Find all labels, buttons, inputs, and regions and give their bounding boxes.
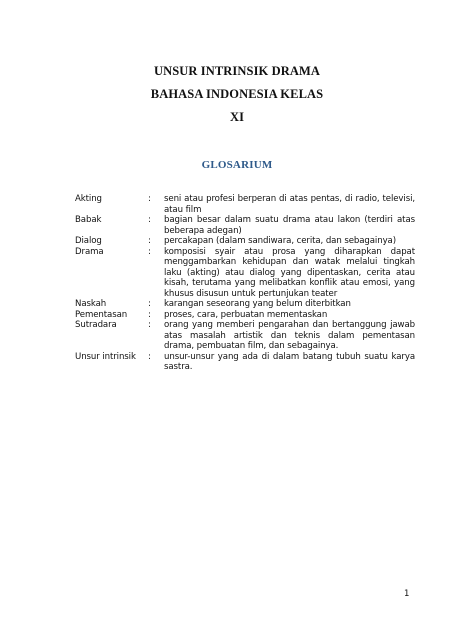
glossary-entry — [75, 194, 415, 215]
glossary-term: Naskah — [75, 299, 107, 309]
title-line-3: XI — [229, 110, 245, 124]
glossary-term: Drama — [75, 246, 104, 257]
glossary-heading: GLOSARIUM — [201, 159, 273, 171]
glossary-term: Pementasan — [75, 309, 128, 320]
glossary-entry — [75, 236, 415, 247]
glossary-definition: percakapan (dalam sandiwara, cerita, dan sebagainya) — [164, 236, 396, 246]
glossary-definition: bagian besar dalam suatu drama atau lakon (terdiri atas beberapa adegan) — [164, 215, 415, 236]
glossary-entry — [75, 215, 415, 236]
glossary-entry — [75, 320, 415, 352]
glossary-entry — [75, 310, 415, 321]
glossary-separator: : — [148, 236, 151, 246]
glossary-definition: komposisi syair atau prosa yang diharapkan dapat menggambarkan kehidupan dan watak melalui tingkah laku (akting) atau dialog yang dipentaskan, cerita atau kisah, terutama yang melibatkan konflik atau emosi, yang khusus disusun untuk pertunjukan teater — [164, 246, 415, 299]
glossary-term: Unsur intrinsik — [75, 351, 136, 362]
glossary-entry — [75, 352, 415, 373]
glossary-separator: : — [148, 246, 151, 257]
glossary-separator: : — [148, 299, 151, 309]
glossary-term: Dialog — [75, 236, 102, 246]
page-number: 1 — [404, 589, 410, 599]
glossary-definition: orang yang memberi pengarahan dan bertanggung jawab atas masalah artistik dan teknis dalam pementasan drama, pembuatan film, dan sebagainya. — [164, 320, 415, 351]
glossary-definition: karangan seseorang yang belum diterbitkan — [164, 299, 351, 309]
glossary-entry — [75, 299, 415, 310]
glossary-definition: proses, cara, perbuatan mementaskan — [164, 309, 328, 320]
title-line-1: UNSUR INTRINSIK DRAMA — [153, 64, 320, 78]
glossary-separator: : — [148, 194, 151, 204]
title-line-2: BAHASA INDONESIA KELAS — [150, 87, 324, 101]
glossary-separator: : — [148, 309, 151, 320]
glossary-definition: seni atau profesi berperan di atas pentas, di radio, televisi, atau film — [164, 194, 415, 215]
glossary-entry — [75, 247, 415, 300]
glossary-term: Akting — [75, 194, 102, 204]
glossary-separator: : — [148, 320, 151, 330]
glossary-term: Sutradara — [75, 320, 117, 330]
glossary-separator: : — [148, 351, 151, 362]
glossary-list — [75, 194, 415, 373]
glossary-definition: unsur-unsur yang ada di dalam batang tubuh suatu karya sastra. — [164, 351, 415, 372]
glossary-term: Babak — [75, 215, 102, 225]
glossary-separator: : — [148, 215, 151, 225]
